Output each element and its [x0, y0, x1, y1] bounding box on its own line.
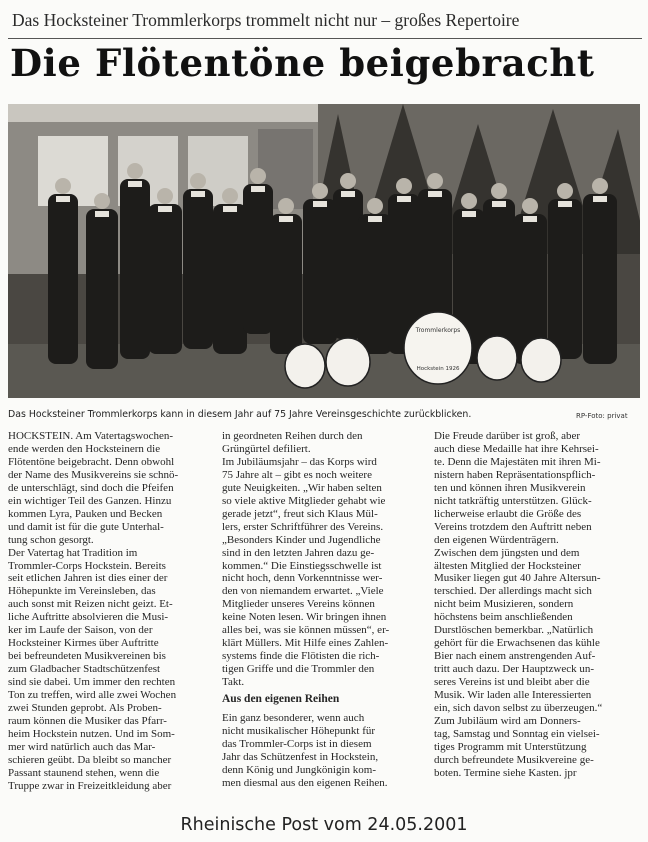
drum-label-top: Trommlerkorps — [415, 327, 461, 334]
text-line: zwei Stunden geprobt. Als Proben- — [8, 702, 162, 715]
text-line: ten und können ihren Musikverein — [434, 481, 586, 494]
text-line: Bier nach einem anstrengenden Auf- — [434, 650, 596, 663]
text-line: tiges Programm mit Unterstützung — [434, 740, 587, 753]
text-line: tritt auch dazu. Der Hauptzweck un- — [434, 663, 595, 676]
text-line: den von niemandem erwartet. „Viele — [222, 585, 384, 598]
text-line: Musiker liegen gut 40 Jahre Altersun- — [434, 572, 601, 585]
text-line: nicht tatkräftig unterstützen. Glück- — [434, 494, 592, 507]
text-line: ende werden den Hocksteinern die — [8, 442, 161, 455]
text-line: ker im Laufe der Saison, von der — [8, 624, 153, 637]
column-3 — [434, 430, 638, 780]
text-line: durch befreundete Musikvereine ge- — [434, 753, 594, 766]
text-line: gute Neuigkeiten. „Wir haben selten — [222, 481, 382, 494]
text-line: seit etlichen Jahren ist dies einer der — [8, 572, 168, 585]
text-line: so viele aktive Mitglieder gehabt wie — [222, 494, 386, 507]
text-line: ältesten Mitglied der Hocksteiner — [434, 559, 581, 572]
text-line: „Besonders Kinder und Jugendliche — [222, 533, 381, 546]
text-line: Mitglieder unseres Vereins können — [222, 598, 375, 611]
text-line: Musik. Wir laden alle Interessierten — [434, 689, 592, 702]
group-photo — [8, 104, 640, 398]
text-line: höchstens beim anschließenden — [434, 611, 573, 624]
text-line: Truppe zwar in Freizeitkleidung aber — [8, 779, 172, 792]
text-line: zum Gladbacher Stadtschützenfest — [8, 663, 161, 676]
text-line: Im Jubiläumsjahr – das Korps wird — [222, 455, 377, 468]
text-line: nicht musikalischer Höhepunkt für — [222, 724, 376, 737]
text-line: das Trommler-Corps ist in diesem — [222, 737, 372, 750]
text-line: terschied. Der allerdings macht sich — [434, 585, 592, 598]
text-line: schieren geübt. Da bleibt so mancher — [8, 753, 172, 766]
text-line: te. Denn die Majestäten mit ihren Mi- — [434, 455, 601, 468]
text-line: de unterschlägt, sind doch die Pfeifen — [8, 481, 174, 494]
text-line: ein wichtiger Teil des Ganzen. Hinzu — [8, 494, 172, 507]
text-line: den eigenen Würdenträgern. — [434, 533, 559, 546]
text-line: Trommler-Corps Hockstein. Bereits — [8, 559, 166, 572]
text-line: nicht hoch, denn Vorkenntnisse wer- — [222, 572, 383, 585]
text-line: der Name des Musikvereins sie schnö- — [8, 468, 179, 481]
headline: Die Flötentöne beigebracht — [10, 41, 595, 85]
text-line: Takt. — [222, 676, 245, 689]
text-line: auch sonst mit Reizen nicht geizt. Et- — [8, 598, 173, 611]
text-line: Durstlöschen bemerkbar. „Natürlich — [434, 624, 594, 637]
text-line: Ein ganz besonderer, wenn auch — [222, 712, 365, 725]
column-2 — [222, 430, 420, 790]
text-line: in geordneten Reihen durch den — [222, 430, 363, 442]
text-line: heim Hockstein nutzen. Und im Som- — [8, 727, 175, 740]
photo-caption: Das Hocksteiner Trommlerkorps kann in diesem Jahr auf 75 Jahre Vereinsgeschichte zurückblicken. — [8, 409, 472, 420]
text-line: kommen Lyra, Pauken und Becken — [8, 507, 163, 520]
text-line: Zum Jubiläum wird am Donners- — [434, 714, 581, 727]
kicker-line: Das Hocksteiner Trommlerkorps trommelt nicht nur – großes Repertoire — [12, 10, 520, 30]
text-line: Höhepunkte im Vereinsleben, das — [8, 585, 156, 598]
text-line: Vereins trotzdem den Auftritt neben — [434, 520, 592, 533]
text-line: auch diese Medaille hat ihre Kehrsei- — [434, 442, 599, 455]
text-line: 75 Jahre alt – gibt es noch weitere — [222, 468, 372, 481]
text-line: Jahr das Schützenfest in Hockstein, — [222, 750, 379, 763]
text-line: tigen Griffe und die Trommler den — [222, 663, 375, 676]
text-line: gerade jetzt“, freut sich Klaus Mül- — [222, 507, 378, 520]
text-line: lers, erster Schriftführer des Vereins. — [222, 520, 384, 533]
text-line: seres Vereins ist und bleibt aber die — [434, 676, 590, 689]
text-line: gehört für die Erwachsenen das kühle — [434, 637, 600, 650]
text-line: keine Noten lesen. Wir bringen ihnen — [222, 611, 387, 624]
text-line: licherweise erlaubt die Größe des — [434, 507, 582, 520]
text-line: und damit ist für die gute Unterhal- — [8, 520, 164, 533]
kicker-rule — [8, 38, 642, 39]
text-line: klärt Müllers. Mit Hilfe eines Zahlen- — [222, 637, 389, 650]
text-line: Hocksteiner Kirmes über Auftritte — [8, 637, 159, 650]
text-line: boten. Termine siehe Kasten. jpr — [434, 766, 577, 779]
text-line: bei befreundeten Musikvereinen bis — [8, 650, 166, 663]
text-line: Flötentöne beigebracht. Denn obwohl — [8, 455, 175, 468]
text-line: ein, sich davon selbst zu überzeugen.“ — [434, 702, 603, 715]
text-line: kommen.“ Die Einstiegsschwelle ist — [222, 559, 382, 572]
text-line: Zwischen dem jüngsten und dem — [434, 546, 580, 559]
text-line: Die Freude darüber ist groß, aber — [434, 430, 581, 442]
subheading: Aus den eigenen Reihen — [222, 693, 340, 706]
text-line: nistern haben Repräsentationspflich- — [434, 468, 596, 481]
text-line: alles bei, was sie können müssen“, er- — [222, 624, 390, 637]
text-line: sind in den letzten Jahren dazu ge- — [222, 546, 375, 559]
text-line: nicht beim Musizieren, sondern — [434, 598, 574, 611]
source-footer: Rheinische Post vom 24.05.2001 — [180, 815, 468, 835]
text-line: Ton zu treffen, wird alle zwei Wochen — [8, 689, 177, 702]
text-line: HOCKSTEIN. Am Vatertagswochen- — [8, 430, 174, 442]
text-line: raum können die Musiker das Pfarr- — [8, 714, 167, 727]
text-line: men diesmal aus den eigenen Reihen. — [222, 776, 388, 789]
text-line: systems finde die Flötisten die rich- — [222, 650, 380, 663]
text-line: Grüngürtel defiliert. — [222, 442, 311, 455]
text-line: Passant staunend stehen, wenn die — [8, 766, 160, 779]
photo-credit: RP-Foto: privat — [576, 412, 628, 420]
text-line: sind sie dabei. Um immer den rechten — [8, 676, 176, 689]
column-1 — [8, 430, 208, 793]
text-line: tag, Samstag und Sonntag ein vielsei- — [434, 727, 600, 740]
drum-label-bottom: Hockstein 1926 — [416, 366, 460, 372]
text-line: mer wird natürlich auch das Mar- — [8, 740, 156, 753]
text-line: denn König und Jungkönigin kom- — [222, 763, 376, 776]
text-line: tung schon gesorgt. — [8, 533, 94, 546]
text-line: Der Vatertag hat Tradition im — [8, 546, 138, 559]
text-line: liche Auftritte absolvieren die Musi- — [8, 611, 169, 624]
